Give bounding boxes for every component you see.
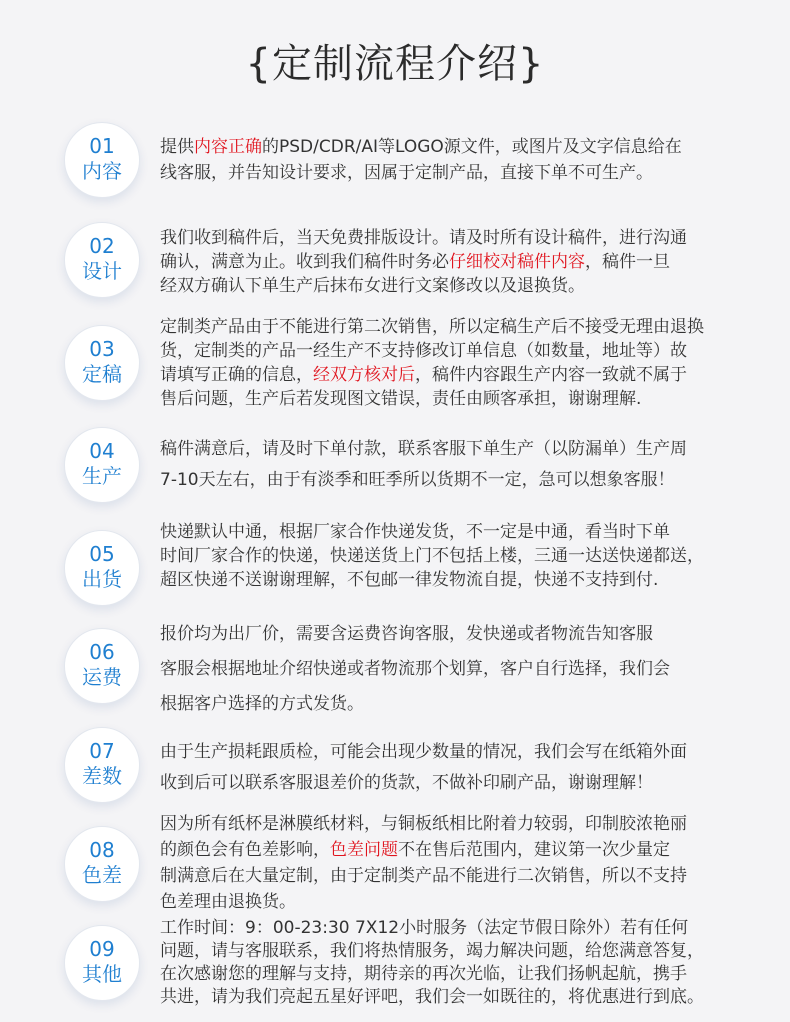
step-number: 08	[89, 838, 115, 862]
step-label: 其他	[82, 962, 122, 986]
description-line	[160, 465, 758, 496]
text-segment: 制满意后在大量定制，由于定制类产品不能进行二次销售，所以不支持	[160, 866, 687, 886]
step-number: 09	[89, 937, 115, 961]
text-segment: 由于生产损耗跟质检，可能会出现少数量的情况，我们会写在纸箱外面	[160, 742, 687, 762]
step-number: 04	[89, 439, 115, 463]
highlight-text: 仔细校对稿件内容	[449, 252, 585, 272]
description-line	[160, 339, 758, 363]
description-line	[160, 687, 758, 722]
description-line	[160, 226, 758, 250]
step-label: 设计	[82, 259, 122, 283]
text-segment: 请填写正确的信息，	[160, 365, 313, 385]
step-description	[160, 520, 758, 592]
step-number: 03	[89, 337, 115, 361]
text-segment: 经双方确认下单生产后抹布女进行文案修改以及退换货。	[160, 276, 585, 296]
description-line	[160, 768, 758, 799]
text-segment: 的PSD/CDR/AI等LOGO源文件，或图片及文字信息给在	[262, 137, 682, 157]
text-segment: 因为所有纸杯是淋膜纸材料，与铜板纸相比附着力较弱，印制胶浓艳丽	[160, 814, 687, 834]
description-line	[160, 544, 758, 568]
step-label: 生产	[82, 464, 122, 488]
text-segment: 7-10天左右，由于有淡季和旺季所以货期不一定，急可以想象客服！	[160, 470, 675, 490]
step-label: 出货	[82, 567, 122, 591]
description-line	[160, 837, 758, 863]
description-line	[160, 986, 758, 1009]
step-description	[160, 226, 758, 298]
description-line	[160, 134, 758, 160]
description-line	[160, 520, 758, 544]
description-line	[160, 274, 758, 298]
step-number: 01	[89, 134, 115, 158]
description-line	[160, 387, 758, 411]
text-segment: 确认，满意为止。收到我们稿件时务必	[160, 252, 449, 272]
highlight-text: 经双方核对后	[313, 365, 415, 385]
description-line	[160, 917, 758, 940]
text-segment: 超区快递不送谢谢理解，不包邮一律发物流自提，快递不支持到付.	[160, 570, 659, 590]
text-segment: 根据客户选择的方式发货。	[160, 694, 364, 714]
step-description	[160, 315, 758, 411]
step-badge	[64, 530, 140, 606]
text-segment: 报价均为出厂价，需要含运费咨询客服，发快递或者物流告知客服	[160, 624, 653, 644]
description-line	[160, 863, 758, 889]
description-line	[160, 940, 758, 963]
description-line	[160, 568, 758, 592]
text-segment: 的颜色会有色差影响，	[160, 840, 330, 860]
description-line	[160, 737, 758, 768]
description-line	[160, 250, 758, 274]
text-segment: 稿件满意后，请及时下单付款，联系客服下单生产（以防漏单）生产周	[160, 439, 687, 459]
text-segment: 提供	[160, 137, 194, 157]
step-badge	[64, 122, 140, 198]
step-number: 02	[89, 234, 115, 258]
step-badge	[64, 325, 140, 401]
description-line	[160, 963, 758, 986]
step-label: 色差	[82, 863, 122, 887]
step-number: 06	[89, 640, 115, 664]
step-description	[160, 434, 758, 496]
step-badge	[64, 925, 140, 1001]
step-badge	[64, 427, 140, 503]
highlight-text: 色差问题	[330, 840, 398, 860]
text-segment: 售后问题，生产后若发现图文错误，责任由顾客承担，谢谢理解.	[160, 389, 642, 409]
page-title: {定制流程介绍}	[245, 41, 545, 87]
description-line	[160, 434, 758, 465]
step-description	[160, 134, 758, 186]
step-description	[160, 811, 758, 915]
step-badge	[64, 826, 140, 902]
step-label: 差数	[82, 764, 122, 788]
text-segment: 问题，请与客服联系，我们将热情服务，竭力解决问题，给您满意答复，	[160, 941, 704, 961]
text-segment: 快递默认中通，根据厂家合作快递发货，不一定是中通，看当时下单	[160, 522, 670, 542]
description-line	[160, 811, 758, 837]
description-line	[160, 160, 758, 186]
step-badge	[64, 727, 140, 803]
text-segment: 收到后可以联系客服退差价的货款，不做补印刷产品，谢谢理解！	[160, 773, 653, 793]
step-label: 运费	[82, 665, 122, 689]
step-label: 定稿	[82, 362, 122, 386]
text-segment: 不在售后范围内，建议第一次少量定	[398, 840, 670, 860]
text-segment: ，稿件内容跟生产内容一致就不属于	[415, 365, 687, 385]
text-segment: ，稿件一旦	[585, 252, 670, 272]
step-description	[160, 617, 758, 722]
text-segment: 时间厂家合作的快递，快递送货上门不包括上楼，三通一达送快递都送，	[160, 546, 704, 566]
description-line	[160, 315, 758, 339]
step-description	[160, 917, 758, 1009]
step-number: 07	[89, 739, 115, 763]
text-segment: 工作时间：9：00-23:30 7X12小时服务（法定节假日除外）若有任何	[160, 918, 689, 938]
text-segment: 我们收到稿件后，当天免费排版设计。请及时所有设计稿件，进行沟通	[160, 228, 687, 248]
text-segment: 线客服，并告知设计要求，因属于定制产品，直接下单不可生产。	[160, 163, 653, 183]
text-segment: 客服会根据地址介绍快递或者物流那个划算，客户自行选择，我们会	[160, 659, 670, 679]
step-badge	[64, 628, 140, 704]
step-label: 内容	[82, 159, 122, 183]
step-description	[160, 737, 758, 799]
highlight-text: 内容正确	[194, 137, 262, 157]
description-line	[160, 363, 758, 387]
step-badge	[64, 222, 140, 298]
text-segment: 货，定制类的产品一经生产不支持修改订单信息（如数量，地址等）故	[160, 341, 687, 361]
text-segment: 共进，请为我们亮起五星好评吧，我们会一如既往的，将优惠进行到底。	[160, 987, 704, 1007]
text-segment: 定制类产品由于不能进行第二次销售，所以定稿生产后不接受无理由退换	[160, 317, 704, 337]
description-line	[160, 617, 758, 652]
description-line	[160, 652, 758, 687]
text-segment: 在次感谢您的理解与支持，期待亲的再次光临，让我们扬帆起航，携手	[160, 964, 687, 984]
description-line	[160, 889, 758, 915]
step-number: 05	[89, 542, 115, 566]
text-segment: 色差理由退换货。	[160, 892, 296, 912]
